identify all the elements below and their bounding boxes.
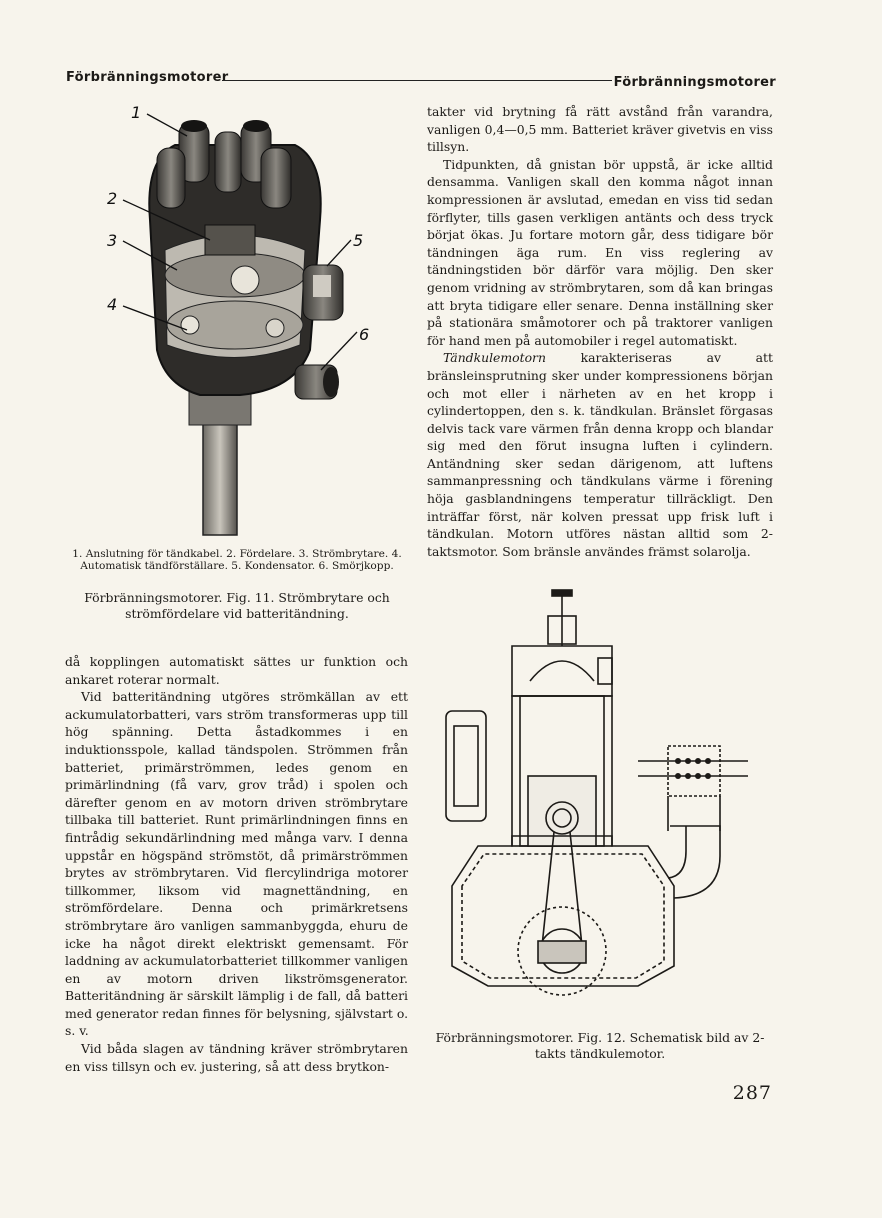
left-text-column (65, 653, 408, 1075)
paragraph: Vid båda slagen av tändning kräver strömbrytaren en viss tillsyn och ev. justering, så att dess brytkon- (65, 1041, 408, 1074)
fig11-label-3: 3 (107, 231, 118, 250)
paragraph: då kopplingen automatiskt sättes ur funktion och ankaret roterar normalt. (65, 654, 408, 687)
fig11-label-1: 1 (131, 103, 142, 122)
paragraph-text: karakteriseras av att bränsleinsprutning sker under kompressionens början och mot eller i närheten av en het kropp i cylindertoppen, den s. k. tändkulan. Bränslet förgasas delvis tack vare värmen från denna kropp och blandar sig med den förut insugna luften i cylindern. Antändning sker sedan därigenom, att luftens sammanpressning och tändkulans värme i förening höja gasblandningens temperatur tillräckligt. Den inträffar först, när kolven pressat upp frisk luft i tändkulan. Motorn utföres nästan alltid som 2-taktsmotor. Som bränsle användes främst solarolja. (427, 350, 773, 559)
header-left: Förbränningsmotorer (66, 70, 229, 85)
running-header (66, 70, 776, 92)
figure-12-caption: Förbränningsmotorer. Fig. 12. Schematisk bild av 2-takts tändkulemotor. (435, 1030, 765, 1061)
header-rule (222, 80, 612, 81)
paragraph: Vid batteritändning utgöres strömkällan av ett ackumulatorbatteri, vars ström transformeras upp till hög spänning. Detta åstadkommes i en induktionsspole, kallad tändspolen. Strömmen från batteriet, primärströmmen, ledes genom en primärlindning (få varv, grov tråd) i spolen och därefter genom en av motorn driven strömbrytare tillbaka till batteriet. Runt primärlindningen finns en fintrådig sekundärlindning med många varv. I denna uppstår en högspänd strömstöt, då primärströmmen brytes av strömbrytaren. Vid flercylindriga motorer tillkommer, liksom vid magnettändning, en strömfördelare. Denna och primärkretsens strömbrytare äro vanligen sammanbyggda, ehuru de icke ha något direkt elektriskt gemensamt. För laddning av ackumulatorbatteriet tillkommer vanligen en av motorn driven likströmsgenerator. Batteritändning är särskilt lämplig i de fall, då batteri med generator redan finnes för belysning, självstart o. s. v. (65, 689, 409, 1039)
page-number: 287 (732, 1082, 772, 1104)
figure-11-caption: Förbränningsmotorer. Fig. 11. Strömbrytare och strömfördelare vid batteritändning. (84, 590, 390, 621)
figure-11-distributor-illustration (95, 100, 385, 540)
figure-11-legend: 1. Anslutning för tändkabel. 2. Fördelare. 3. Strömbrytare. 4. Automatisk tändförställare. 5. Kondensator. 6. Smörjkopp. (72, 548, 402, 573)
fig11-label-4: 4 (107, 295, 118, 314)
paragraph: Tidpunkten, då gnistan bör uppstå, är icke alltid densamma. Vanligen skall den komma något innan kompressionen är avslutad, emedan en viss tid sedan förflyter, tills gasen verkligen antänts och dess tryck börjat ökas. Ju fortare motorn går, dess tidigare bör tändningen äga rum. En viss reglering av tändningstiden bör därför vara möjlig. Den sker genom vridning av strömbrytaren, som då kan bringas att bryta tidigare eller senare. Denna inställning sker på stationära småmotorer och på traktorer vanligen för hand men på automobiler i regel automatiskt. (427, 156, 773, 348)
paragraph (427, 349, 773, 560)
header-right: Förbränningsmotorer (613, 75, 776, 90)
fig11-label-6: 6 (359, 325, 370, 344)
fig11-label-2: 2 (107, 189, 118, 208)
right-text-column (427, 103, 773, 560)
fig11-label-5: 5 (353, 231, 364, 250)
figure-12-engine-schematic (438, 586, 758, 1016)
italic-term: Tändkulemotorn (443, 350, 546, 366)
paragraph: takter vid brytning få rätt avstånd från varandra, vanligen 0,4—0,5 mm. Batteriet kräver givetvis en viss tillsyn. (427, 104, 773, 155)
